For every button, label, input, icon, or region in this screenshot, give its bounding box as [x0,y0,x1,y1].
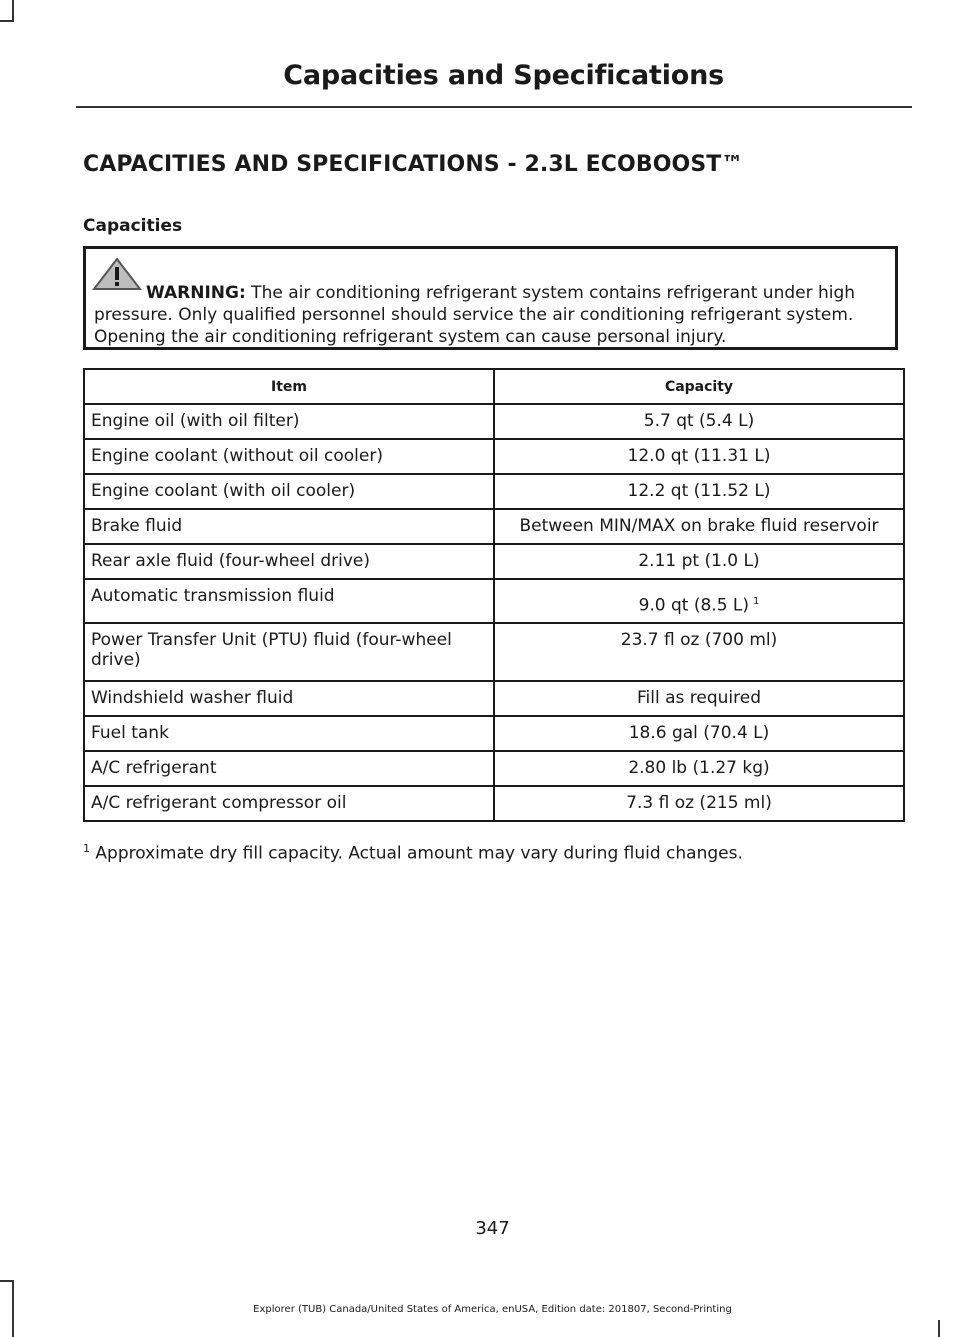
item-cell: Brake fluid [84,509,494,544]
capacity-cell: 2.11 pt (1.0 L) [494,544,904,579]
column-header-capacity: Capacity [494,369,904,404]
chapter-title: Capacities and Specifications [283,60,724,91]
table-row [84,751,904,786]
edition-footer: Explorer (TUB) Canada/United States of America, enUSA, Edition date: 201807, Second-Printing [253,1304,732,1315]
table-row [84,474,904,509]
capacities-table [83,368,905,822]
table-row [84,509,904,544]
item-cell: A/C refrigerant compressor oil [84,786,494,821]
footnote-marker: 1 [83,842,90,855]
table-footnote [83,842,743,864]
item-cell: Fuel tank [84,716,494,751]
capacity-cell [494,579,904,623]
item-cell: Engine oil (with oil filter) [84,404,494,439]
capacity-cell: Fill as required [494,681,904,716]
section-title: CAPACITIES AND SPECIFICATIONS - 2.3L ECOBOOST™ [83,152,744,177]
crop-mark [938,1320,940,1337]
table-row [84,786,904,821]
capacity-cell: 12.2 qt (11.52 L) [494,474,904,509]
table-row [84,404,904,439]
footnote-ref: 1 [753,596,760,607]
table-row [84,544,904,579]
crop-mark [12,0,14,20]
table-row [84,681,904,716]
item-cell: Power Transfer Unit (PTU) fluid (four-wheel drive) [84,623,494,681]
column-header-item: Item [84,369,494,404]
item-cell: Engine coolant (with oil cooler) [84,474,494,509]
capacity-cell: 5.7 qt (5.4 L) [494,404,904,439]
item-cell: A/C refrigerant [84,751,494,786]
table-row [84,439,904,474]
capacity-cell: 2.80 lb (1.27 kg) [494,751,904,786]
item-cell: Rear axle fluid (four-wheel drive) [84,544,494,579]
page-number: 347 [475,1218,510,1239]
capacity-cell: Between MIN/MAX on brake fluid reservoir [494,509,904,544]
table-row [84,579,904,623]
table-row [84,623,904,681]
item-cell: Windshield washer fluid [84,681,494,716]
subsection-heading: Capacities [83,216,183,236]
capacity-cell: 18.6 gal (70.4 L) [494,716,904,751]
header-divider [76,106,912,108]
warning-box [83,246,898,350]
warning-text [94,282,883,348]
warning-label: WARNING: [146,283,246,303]
footnote-text: Approximate dry fill capacity. Actual amount may vary during fluid changes. [90,843,743,864]
table-row [84,716,904,751]
warning-body: The air conditioning refrigerant system contains refrigerant under high pressure. Only qualified personnel should service the air conditioning refrigerant system. Opening the air conditioning refrigerant system can cause personal injury. [94,283,856,347]
item-cell: Automatic transmission fluid [84,579,494,623]
crop-mark [0,20,14,22]
crop-mark [0,1280,14,1282]
item-cell: Engine coolant (without oil cooler) [84,439,494,474]
capacity-cell: 23.7 fl oz (700 ml) [494,623,904,681]
capacity-value: 9.0 qt (8.5 L) [638,595,750,616]
capacity-cell: 7.3 fl oz (215 ml) [494,786,904,821]
table-header-row [84,369,904,404]
capacity-cell: 12.0 qt (11.31 L) [494,439,904,474]
